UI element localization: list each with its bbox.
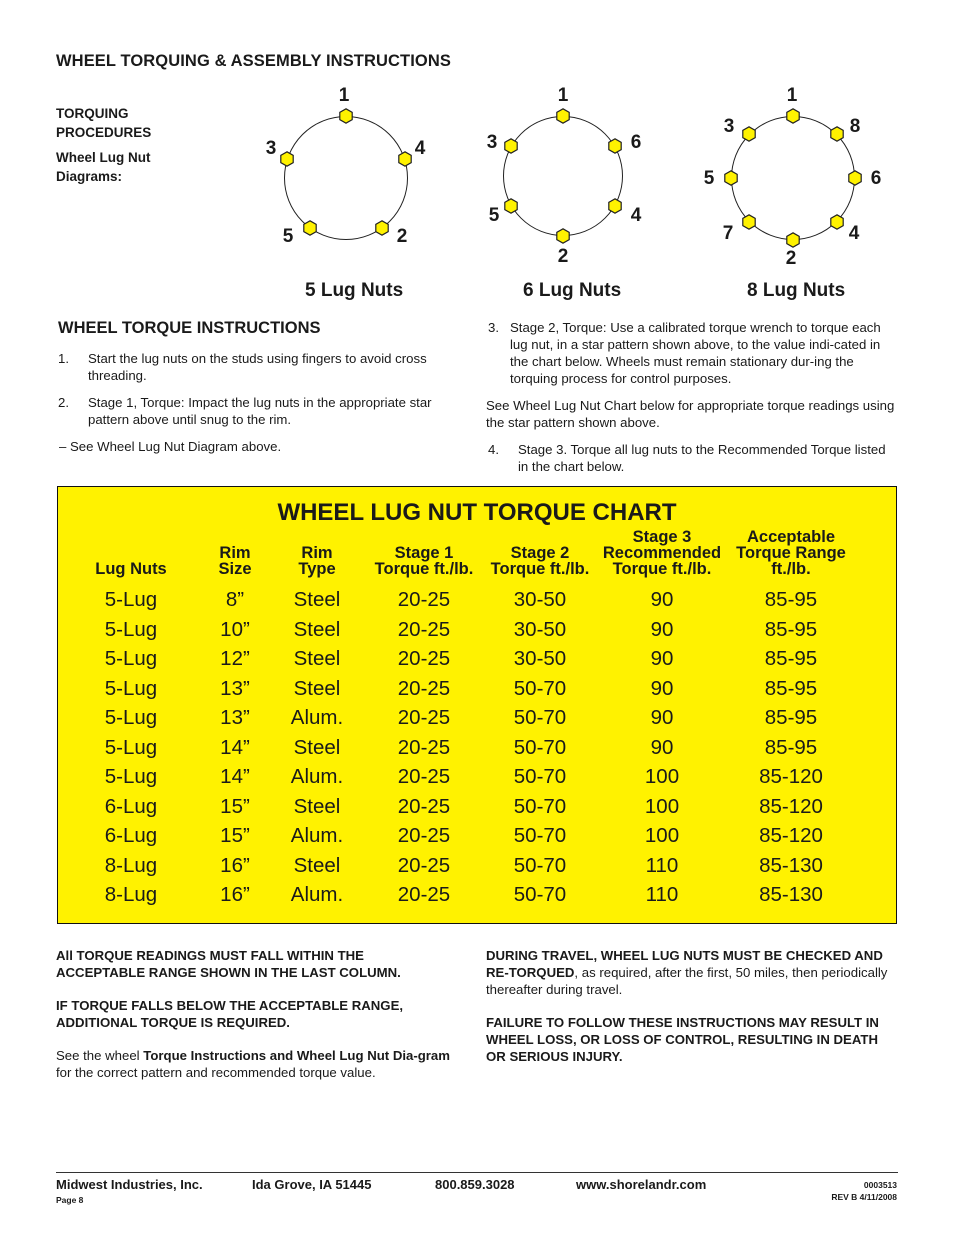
lug-nut-icon [303, 220, 317, 236]
table-cell: 16” [220, 853, 250, 877]
table-cell: Steel [293, 676, 341, 700]
table-cell: Steel [293, 588, 341, 611]
table-cell: Alum. [290, 706, 344, 729]
table-cell: 14” [220, 765, 250, 788]
table-cell: 5-Lug [104, 735, 158, 759]
table-cell: 10” [220, 617, 250, 641]
lug-number: 5 [703, 168, 715, 189]
note-text: for the correct pattern and recommended torque value. [56, 1065, 376, 1080]
lug-number: 4 [630, 205, 642, 226]
notes-left-column [56, 947, 456, 1097]
diagram-caption: 6 Lug Nuts [523, 280, 622, 301]
footer-divider [56, 1172, 898, 1173]
table-cell: 85-130 [759, 853, 823, 877]
table-cell: 50-70 [513, 676, 567, 700]
table-cell: 90 [650, 617, 674, 641]
table-cell: 5-Lug [104, 588, 158, 611]
lug-number: 2 [557, 246, 569, 267]
lug-number: 8 [849, 116, 861, 137]
note-text: See the wheel [56, 1048, 144, 1063]
column-header: Type [298, 560, 336, 578]
table-cell: 85-95 [764, 588, 818, 611]
lug-number: 3 [723, 116, 735, 137]
table-cell: 5-Lug [104, 676, 158, 700]
diagram-caption: 8 Lug Nuts [747, 280, 846, 301]
table-cell: 5-Lug [104, 617, 158, 641]
column-header: Acceptable [746, 528, 836, 546]
column-header: Stage 3 [632, 528, 692, 546]
table-cell: Alum. [290, 883, 344, 906]
table-cell: Steel [293, 617, 341, 641]
table-cell: 85-95 [764, 706, 818, 729]
lug-nut-icon [339, 108, 353, 124]
note-text: , as required, after the first, 50 miles, then periodically thereafter during travel. [486, 965, 888, 997]
lug-nut-icon [556, 108, 570, 124]
table-cell: 20-25 [397, 765, 451, 788]
column-header: Torque ft./lb. [374, 560, 474, 578]
table-cell: 100 [644, 794, 680, 818]
table-cell: 85-120 [759, 824, 823, 847]
table-cell: 20-25 [397, 676, 451, 700]
table-cell: 20-25 [397, 617, 451, 641]
table-cell: 15” [220, 794, 250, 818]
table-cell: 50-70 [513, 794, 567, 818]
notes-right-column [486, 947, 896, 1081]
lug-nut-icon [608, 138, 622, 154]
table-cell: Steel [293, 735, 341, 759]
instructions-right-column [486, 319, 896, 485]
lug-number: 6 [870, 168, 882, 189]
lug-number: 6 [630, 132, 642, 153]
step-number: 3. [488, 320, 499, 335]
table-cell: 85-95 [764, 676, 818, 700]
page-title: WHEEL TORQUING & ASSEMBLY INSTRUCTIONS [56, 52, 451, 70]
lug-nut-icon [556, 228, 570, 244]
wheel-circle [503, 116, 623, 236]
see-chart-note: See Wheel Lug Nut Chart below for appropriate torque readings using the star pattern shown above. [486, 398, 895, 430]
table-cell: 85-95 [764, 647, 818, 670]
table-cell: 100 [644, 765, 680, 788]
lug-number: 1 [557, 85, 569, 106]
lug-number: 1 [786, 85, 798, 106]
table-cell: Alum. [290, 824, 344, 847]
footer-company: Midwest Industries, Inc. [56, 1177, 203, 1192]
torque-instructions-title: WHEEL TORQUE INSTRUCTIONS [58, 319, 321, 337]
table-cell: 90 [650, 706, 674, 729]
table-cell: Steel [293, 794, 341, 818]
lug-number: 3 [486, 132, 498, 153]
table-cell: 20-25 [397, 883, 451, 906]
table-cell: 110 [645, 853, 679, 877]
lug-nut-icon [848, 170, 862, 186]
step-number: 2. [58, 395, 69, 410]
step-text: Stage 1, Torque: Impact the lug nuts in the appropriate star pattern above until snug to the rim. [88, 395, 432, 427]
column-header: Torque ft./lb. [612, 560, 712, 578]
table-cell: 85-120 [759, 765, 823, 788]
torque-chart [57, 486, 897, 924]
table-cell: 8-Lug [104, 853, 158, 877]
lug-nut-icon [375, 220, 389, 236]
footer-url: www.shorelandr.com [576, 1177, 707, 1192]
table-cell: Steel [293, 853, 341, 877]
table-cell: 110 [645, 883, 679, 906]
column-header: Stage 1 [394, 544, 454, 562]
table-cell: 90 [650, 588, 674, 611]
lug-nut-icon [724, 170, 738, 186]
lug-nut-icon [786, 108, 800, 124]
lug-nut-icon [830, 214, 844, 230]
lug-nut-icon [786, 232, 800, 248]
see-diagram-note: – See Wheel Lug Nut Diagram above. [59, 439, 282, 454]
lug-nut-icon [830, 126, 844, 142]
note-emphasis: Torque Instructions and Wheel Lug Nut Dia-gram [143, 1048, 450, 1063]
table-cell: 20-25 [397, 588, 451, 611]
table-cell: 50-70 [513, 824, 567, 847]
column-header: Torque ft./lb. [490, 560, 590, 578]
table-cell: 8” [225, 588, 245, 611]
failure-warning: FAILURE TO FOLLOW THESE INSTRUCTIONS MAY RESULT IN WHEEL LOSS, OR LOSS OF CONTROL, RESULTING IN DEATH OR SERIOUS INJURY. [486, 1015, 879, 1064]
table-cell: 8-Lug [104, 883, 158, 906]
table-cell: 20-25 [397, 706, 451, 729]
column-header: ft./lb. [771, 560, 811, 578]
table-cell: 30-50 [513, 617, 567, 641]
see-instructions-note [56, 1047, 456, 1081]
table-cell: 85-95 [764, 617, 818, 641]
lug-nut-icon [504, 138, 518, 154]
lug-nut-icon [280, 151, 294, 167]
diagrams-label: Wheel Lug Nut Diagrams: [56, 150, 151, 184]
instruction-step [486, 319, 896, 387]
table-cell: 12” [220, 647, 250, 670]
column-header: Rim [219, 544, 251, 562]
column-header: Stage 2 [510, 544, 570, 562]
footer-doc-number: 0003513 [863, 1180, 897, 1190]
table-cell: 5-Lug [104, 706, 158, 729]
travel-note [486, 947, 896, 998]
lug-number: 4 [848, 223, 860, 244]
table-cell: 50-70 [513, 853, 567, 877]
instructions-left-column [56, 350, 468, 455]
footer-city: Ida Grove, IA 51445 [252, 1177, 372, 1192]
step-number: 1. [58, 351, 69, 366]
table-cell: 85-120 [759, 794, 823, 818]
table-cell: 50-70 [513, 883, 567, 906]
table-cell: 20-25 [397, 794, 451, 818]
table-cell: 5-Lug [104, 765, 158, 788]
lug-number: 3 [265, 138, 277, 159]
warning-below-range: IF TORQUE FALLS BELOW THE ACCEPTABLE RANGE, ADDITIONAL TORQUE IS REQUIRED. [56, 998, 404, 1030]
table-cell: 85-130 [759, 883, 823, 906]
column-header: Lug Nuts [95, 560, 167, 578]
chart-title: WHEEL LUG NUT TORQUE CHART [277, 499, 677, 526]
table-cell: 13” [220, 706, 250, 729]
table-cell: 90 [650, 735, 674, 759]
step-number: 4. [488, 442, 499, 457]
footer-phone: 800.859.3028 [435, 1177, 515, 1192]
diagram-caption: 5 Lug Nuts [305, 280, 404, 301]
table-cell: 100 [644, 824, 680, 847]
footer-revision: REV B 4/11/2008 [831, 1192, 897, 1202]
table-cell: 15” [220, 824, 250, 847]
table-cell: 6-Lug [104, 824, 158, 847]
table-cell: 20-25 [397, 824, 451, 847]
procedures-label: TORQUING PROCEDURES [56, 106, 152, 140]
lug-number: 2 [785, 248, 797, 269]
column-header: Rim [301, 544, 333, 562]
step-text: Stage 2, Torque: Use a calibrated torque wrench to torque each lug nut, in a star pattern shown above, to the value indi-cated in the chart below. Wheels must remain stationary dur-ing the torquing process for control purposes. [510, 320, 881, 386]
table-cell: 6-Lug [104, 794, 158, 818]
lug-nut-icon [504, 198, 518, 214]
table-cell: Steel [293, 647, 341, 670]
instruction-step [486, 441, 896, 475]
table-cell: 50-70 [513, 765, 567, 788]
torquing-procedures-block [56, 104, 176, 186]
table-cell: 16” [220, 883, 250, 906]
lug-number: 1 [338, 85, 350, 106]
lug-number: 5 [282, 226, 294, 247]
table-cell: 30-50 [513, 588, 567, 611]
table-cell: Alum. [290, 765, 344, 788]
instruction-step [56, 350, 468, 384]
table-cell: 14” [220, 735, 250, 759]
column-header: Recommended [602, 544, 722, 562]
step-text: Start the lug nuts on the studs using fingers to avoid cross threading. [88, 351, 427, 383]
column-header: Size [218, 560, 252, 578]
table-cell: 85-95 [764, 735, 818, 759]
warning-range: All TORQUE READINGS MUST FALL WITHIN THE ACCEPTABLE RANGE SHOWN IN THE LAST COLUMN. [56, 948, 401, 980]
note-emphasis: DURING TRAVEL, WHEEL LUG NUTS MUST BE CHECKED AND RE-TORQUED [486, 948, 883, 980]
lug-nut-icon [608, 198, 622, 214]
table-cell: 50-70 [513, 706, 567, 729]
instruction-step [56, 394, 468, 428]
table-cell: 5-Lug [104, 647, 158, 670]
lug-nut-icon [398, 151, 412, 167]
lug-nut-icon [742, 214, 756, 230]
table-cell: 30-50 [513, 647, 567, 670]
table-cell: 13” [220, 676, 250, 700]
footer-page: Page 8 [56, 1195, 84, 1205]
table-cell: 90 [650, 647, 674, 670]
table-cell: 20-25 [397, 647, 451, 670]
lug-number: 2 [396, 226, 408, 247]
table-cell: 20-25 [397, 735, 451, 759]
lug-nut-icon [742, 126, 756, 142]
column-header: Torque Range [736, 544, 846, 562]
lug-number: 7 [722, 223, 734, 244]
lug-number: 5 [488, 205, 500, 226]
table-cell: 90 [650, 676, 674, 700]
table-cell: 20-25 [397, 853, 451, 877]
table-cell: 50-70 [513, 735, 567, 759]
step-text: Stage 3. Torque all lug nuts to the Recommended Torque listed in the chart below. [518, 442, 886, 474]
lug-number: 4 [414, 138, 426, 159]
